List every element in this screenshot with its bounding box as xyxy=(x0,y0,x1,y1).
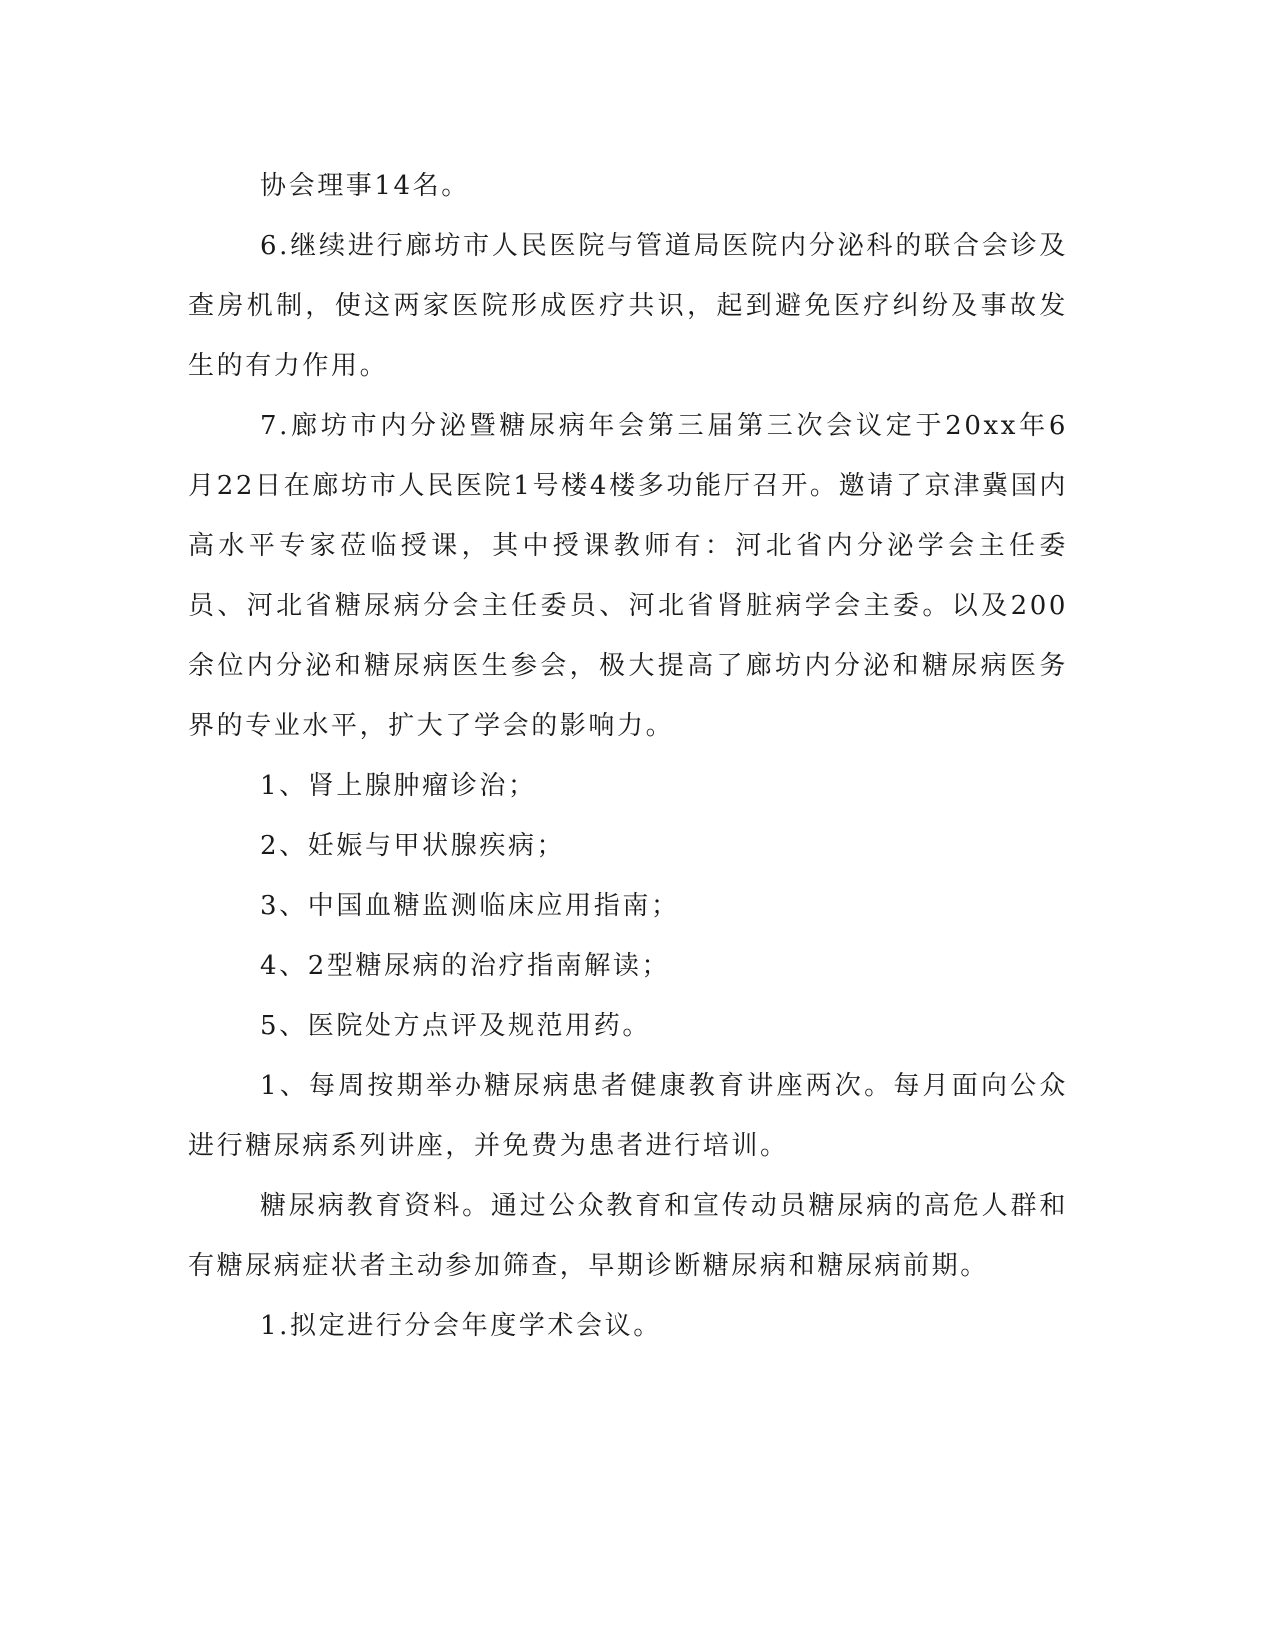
document-body xyxy=(188,156,1068,1356)
list-item-topic-3: 3、中国血糖监测临床应用指南； xyxy=(260,891,680,921)
paragraph-education-lectures: 1、每周按期举办糖尿病患者健康教育讲座两次。每月面向公众进行糖尿病系列讲座，并免费为患者进行培训。 xyxy=(188,1071,1068,1161)
list-item-topic-2: 2、妊娠与甲状腺疾病； xyxy=(260,831,566,861)
paragraph-annual-meeting: 1.拟定进行分会年度学术会议。 xyxy=(260,1311,662,1341)
paragraph-item-7: 7.廊坊市内分泌暨糖尿病年会第三届第三次会议定于20xx年6月22日在廊坊市人民医院1号楼4楼多功能厅召开。邀请了京津冀国内高水平专家莅临授课，其中授课教师有：河北省内分泌学会主任委员、河北省糖尿病分会主任委员、河北省肾脏病学会主委。以及200余位内分泌和糖尿病医生参会，极大提高了廊坊内分泌和糖尿病医务界的专业水平，扩大了学会的影响力。 xyxy=(188,411,1068,741)
paragraph-item-6: 6.继续进行廊坊市人民医院与管道局医院内分泌科的联合会诊及查房机制，使这两家医院形成医疗共识，起到避免医疗纠纷及事故发生的有力作用。 xyxy=(188,231,1068,381)
paragraph-council-members: 协会理事14名。 xyxy=(260,171,470,201)
list-item-topic-4: 4、2型糖尿病的治疗指南解读； xyxy=(260,951,671,981)
paragraph-education-materials: 糖尿病教育资料。通过公众教育和宣传动员糖尿病的高危人群和有糖尿病症状者主动参加筛查，早期诊断糖尿病和糖尿病前期。 xyxy=(188,1191,1068,1281)
list-item-topic-1: 1、肾上腺肿瘤诊治； xyxy=(260,771,537,801)
list-item-topic-5: 5、医院处方点评及规范用药。 xyxy=(260,1011,651,1041)
